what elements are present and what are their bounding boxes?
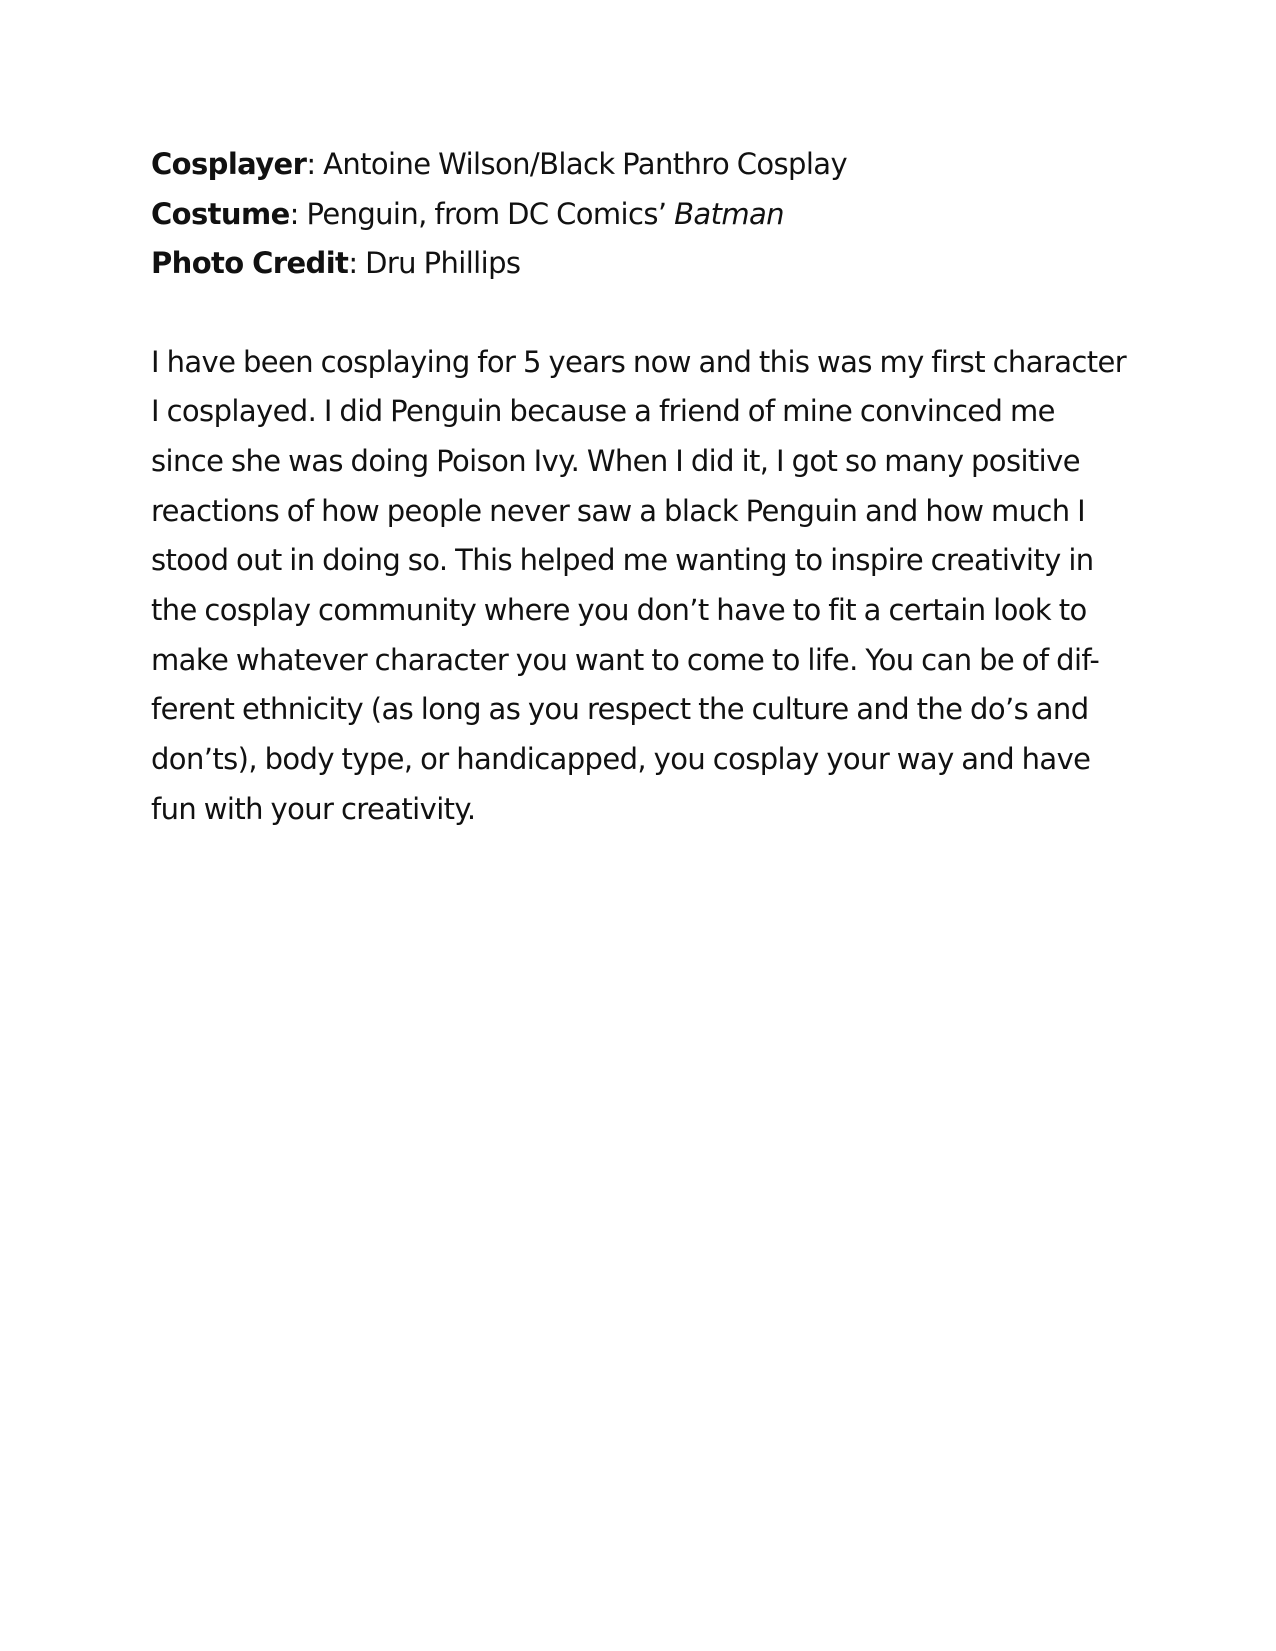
cosplayer-line bbox=[151, 140, 1131, 190]
photo-credit-separator: : bbox=[348, 246, 366, 280]
body-line: make whatever character you want to come to life. You can be of dif- bbox=[151, 642, 1100, 677]
costume-separator: : bbox=[289, 196, 307, 231]
body-paragraph bbox=[151, 338, 1131, 835]
cosplayer-label: Cosplayer bbox=[151, 147, 307, 181]
body-line: since she was doing Poison Ivy. When I did it, I got so many positive bbox=[151, 443, 1080, 478]
body-line: ferent ethnicity (as long as you respect the culture and the do’s and bbox=[151, 692, 1089, 727]
document-page bbox=[151, 140, 1131, 835]
costume-label: Costume bbox=[151, 196, 290, 231]
body-line: fun with your creativity. bbox=[151, 791, 476, 826]
body-line: reactions of how people never saw a black Penguin and how much I bbox=[151, 493, 1086, 528]
body-line: I cosplayed. I did Penguin because a friend of mine convinced me bbox=[151, 394, 1055, 429]
body-line: stood out in doing so. This helped me wanting to inspire creativity in bbox=[151, 543, 1094, 578]
photo-credit-line bbox=[151, 239, 1131, 289]
cosplayer-value: Antoine Wilson/Black Panthro Cosplay bbox=[323, 147, 848, 181]
costume-line bbox=[151, 190, 1131, 240]
body-line: the cosplay community where you don’t have to fit a certain look to bbox=[151, 593, 1087, 628]
costume-title-italic: Batman bbox=[674, 196, 784, 231]
body-line: don’ts), body type, or handicapped, you cosplay your way and have bbox=[151, 742, 1091, 777]
photo-credit-label: Photo Credit bbox=[151, 246, 349, 280]
photo-credit-value: Dru Phillips bbox=[365, 246, 521, 280]
credits-block bbox=[151, 140, 1131, 289]
cosplayer-separator: : bbox=[306, 147, 324, 181]
costume-value: Penguin, from DC Comics’ bbox=[306, 196, 675, 231]
body-line: I have been cosplaying for 5 years now and this was my first character bbox=[151, 344, 1127, 379]
